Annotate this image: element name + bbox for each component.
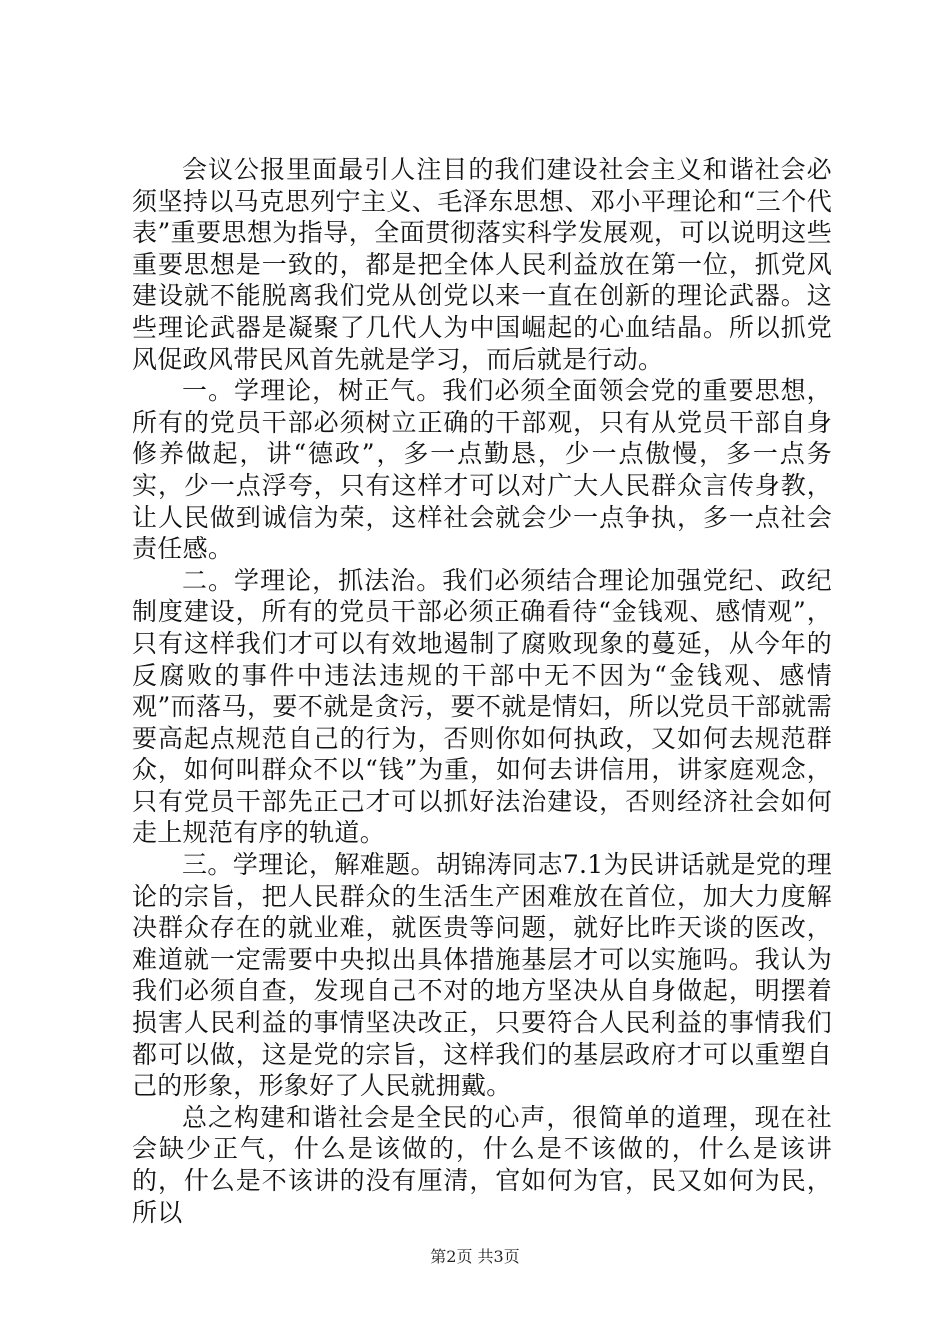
paragraph-point-two: 二。学理论，抓法治。我们必须结合理论加强党纪、政纪制度建设，所有的党员干部必须正确看待“金钱观、感情观”，只有这样我们才可以有效地遏制了腐败现象的蔓延，从今年的反腐败的事件中违法违规的干部中无不因为“金钱观、感情观”而落马，要不就是贪污，要不就是情妇，所以党员干部就需要高起点规范自己的行为，否则你如何执政，又如何去规范群众，如何叫群众不以“钱”为重，如何去讲信用，讲家庭观念，只有党员干部先正己才可以抓好法治建设，否则经济社会如何走上规范有序的轨道。 xyxy=(132,565,832,848)
document-body xyxy=(132,154,832,1228)
page-number-footer: 第2页 共3页 xyxy=(430,1247,520,1266)
paragraph-intro: 会议公报里面最引人注目的我们建设社会主义和谐社会必须坚持以马克思列宁主义、毛泽东思想、邓小平理论和“三个代表”重要思想为指导，全面贯彻落实科学发展观，可以说明这些重要思想是一致的，都是把全体人民利益放在第一位，抓党风建设就不能脱离我们党从创党以来一直在创新的理论武器。这些理论武器是凝聚了几代人为中国崛起的心血结晶。所以抓党风促政风带民风首先就是学习，而后就是行动。 xyxy=(132,155,832,374)
paragraph-conclusion: 总之构建和谐社会是全民的心声，很简单的道理，现在社会缺少正气，什么是该做的，什么是不该做的，什么是该讲的，什么是不该讲的没有厘清，官如何为官，民又如何为民，所以 xyxy=(132,1102,832,1227)
paragraph-point-three: 三。学理论，解难题。胡锦涛同志7.1为民讲话就是党的理论的宗旨，把人民群众的生活生产困难放在首位，加大力度解决群众存在的就业难，就医贵等问题，就好比昨天谈的医改，难道就一定需要中央拟出具体措施基层才可以实施吗。我认为我们必须自查，发现自己不对的地方坚决从自身做起，明摆着损害人民利益的事情坚决改正，只要符合人民利益的事情我们都可以做，这是党的宗旨，这样我们的基层政府才可以重塑自己的形象，形象好了人民就拥戴。 xyxy=(132,850,832,1101)
paragraph-point-one: 一。学理论，树正气。我们必须全面领会党的重要思想，所有的党员干部必须树立正确的干部观，只有从党员干部自身修养做起，讲“德政”，多一点勤恳，少一点傲慢，多一点务实，少一点浮夸，只有这样才可以对广大人民群众言传身教，让人民做到诚信为荣，这样社会就会少一点争执，多一点社会责任感。 xyxy=(132,376,832,564)
